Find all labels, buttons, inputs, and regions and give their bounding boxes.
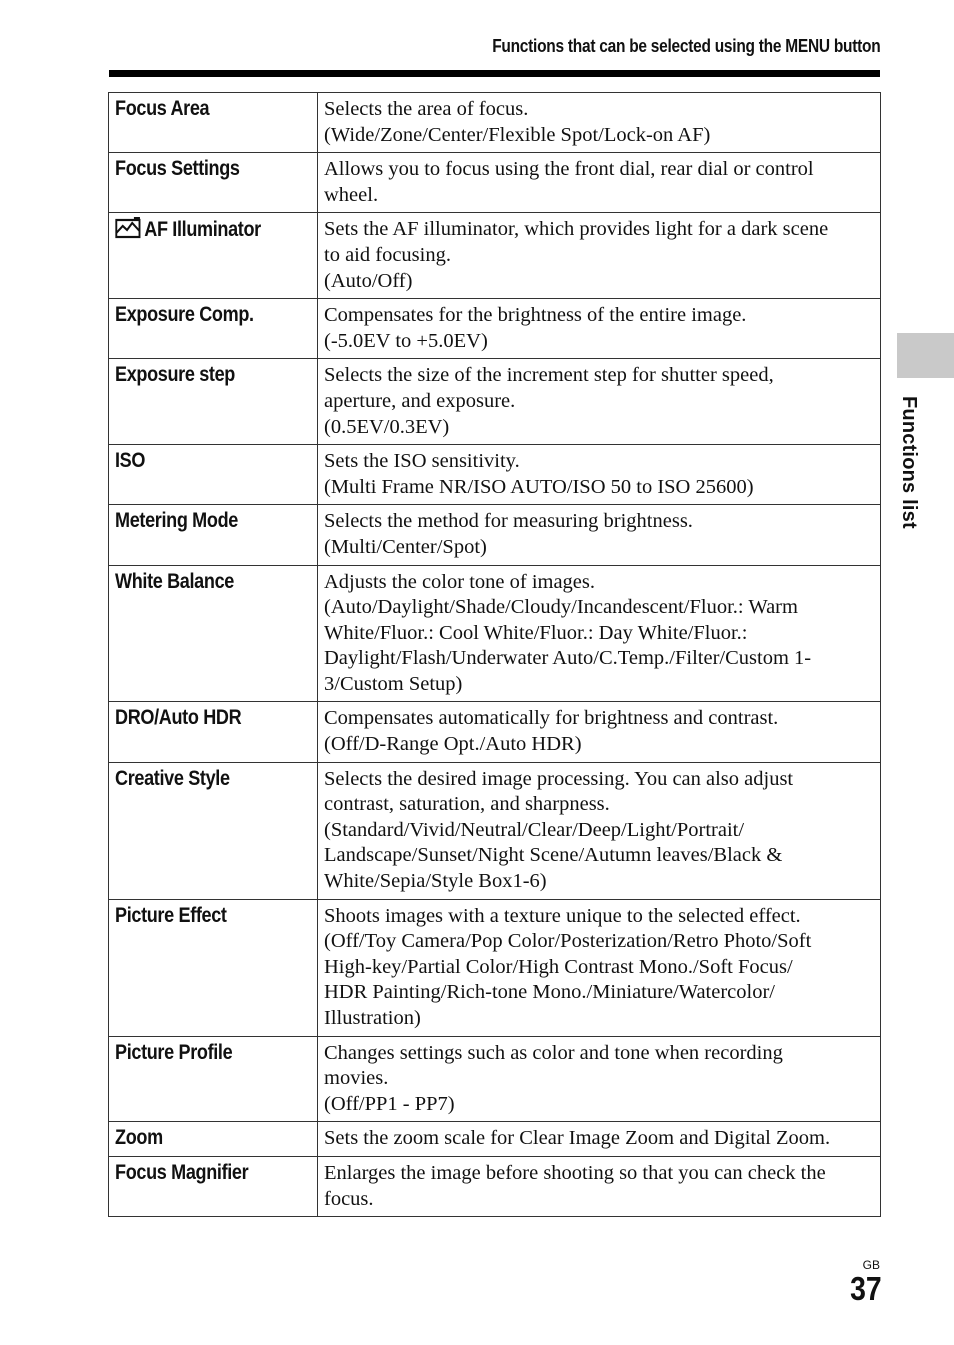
function-name: ISO — [115, 449, 146, 473]
description-line: (Multi Frame NR/ISO AUTO/ISO 50 to ISO 25600) — [324, 475, 754, 498]
table-row — [109, 153, 881, 213]
description-line: movies. — [324, 1067, 389, 1090]
region-code: GB — [862, 1258, 880, 1272]
table-row — [109, 762, 881, 899]
description-line: (Standard/Vivid/Neutral/Clear/Deep/Light/Portrait/ — [324, 818, 745, 841]
description-line: focus. — [324, 1187, 374, 1210]
table-row — [109, 899, 881, 1036]
function-name-wrap — [115, 1126, 163, 1150]
function-name-wrap — [115, 97, 209, 121]
function-name: Exposure Comp. — [115, 303, 254, 327]
function-name-wrap — [115, 157, 240, 181]
description-line: Selects the area of focus. — [324, 98, 529, 120]
running-head: Functions that can be selected using the MENU button — [491, 36, 880, 56]
function-name-wrap — [115, 706, 241, 730]
af-illuminator-icon — [115, 217, 141, 239]
function-name-wrap — [115, 449, 145, 473]
description-line: Adjusts the color tone of images. — [324, 570, 596, 593]
side-tab-marker — [897, 333, 954, 378]
description-line: White/Fluor.: Cool White/Fluor.: Day White/Fluor.: — [324, 621, 748, 644]
function-name-cell — [109, 1122, 318, 1157]
function-description-cell — [318, 359, 881, 445]
description-line: contrast, saturation, and sharpness. — [324, 793, 610, 816]
function-name-cell — [109, 702, 318, 762]
function-name-wrap — [115, 509, 238, 533]
function-name: Picture Profile — [115, 1040, 233, 1064]
description-line: Landscape/Sunset/Night Scene/Autumn leaves/Black & — [324, 844, 783, 867]
function-description-cell — [318, 445, 881, 505]
description-line: Daylight/Flash/Underwater Auto/C.Temp./Filter/Custom 1- — [324, 647, 812, 670]
table-row — [109, 1122, 881, 1157]
function-name-cell — [109, 153, 318, 213]
function-name: Focus Magnifier — [115, 1160, 249, 1184]
function-description-cell — [318, 1036, 881, 1122]
function-name-cell — [109, 899, 318, 1036]
function-name-cell — [109, 1036, 318, 1122]
description-line: Sets the ISO sensitivity. — [324, 450, 520, 473]
function-name-cell — [109, 213, 318, 299]
function-description-cell — [318, 762, 881, 899]
function-description-cell — [318, 299, 881, 359]
table-row — [109, 299, 881, 359]
description-line: (Off/PP1 - PP7) — [324, 1092, 455, 1115]
description-line: Selects the desired image processing. You can also adjust — [324, 767, 794, 790]
description-line: (0.5EV/0.3EV) — [324, 415, 450, 438]
table-row — [109, 359, 881, 445]
description-line: (Auto/Off) — [324, 269, 413, 292]
functions-table — [108, 92, 881, 1217]
function-name-wrap — [115, 767, 230, 791]
side-tab-label: Functions list — [898, 396, 920, 529]
description-line: (Multi/Center/Spot) — [324, 535, 487, 558]
function-description-cell — [318, 213, 881, 299]
function-name-cell — [109, 359, 318, 445]
table-row — [109, 213, 881, 299]
function-description-cell — [318, 153, 881, 213]
description-line: Shoots images with a texture unique to the selected effect. — [324, 904, 801, 927]
description-line: aperture, and exposure. — [324, 389, 516, 412]
function-name-cell — [109, 1156, 318, 1216]
function-name: White Balance — [115, 569, 234, 593]
function-name: Focus Area — [115, 97, 210, 120]
description-line: Enlarges the image before shooting so that you can check the — [324, 1161, 826, 1184]
function-description-cell — [318, 1122, 881, 1157]
function-name-wrap — [115, 1041, 232, 1065]
table-row — [109, 702, 881, 762]
function-name: Creative Style — [115, 766, 230, 790]
function-name-cell — [109, 445, 318, 505]
description-line: Selects the method for measuring brightness. — [324, 510, 693, 533]
function-description-cell — [318, 1156, 881, 1216]
function-description-cell — [318, 93, 881, 153]
description-line: Compensates for the brightness of the entire image. — [324, 304, 747, 327]
function-name: DRO/Auto HDR — [115, 706, 242, 730]
description-line: 3/Custom Setup) — [324, 672, 463, 695]
function-name-cell — [109, 565, 318, 702]
table-row — [109, 93, 881, 153]
function-name: Focus Settings — [115, 157, 240, 181]
table-row — [109, 505, 881, 565]
header-rule — [109, 70, 880, 77]
description-line: to aid focusing. — [324, 243, 451, 266]
function-name-cell — [109, 505, 318, 565]
function-name-wrap — [115, 904, 227, 928]
description-line: Illustration) — [324, 1007, 421, 1029]
description-line: Changes settings such as color and tone when recording — [324, 1041, 783, 1064]
description-line: Sets the AF illuminator, which provides light for a dark scene — [324, 218, 829, 241]
function-name-cell — [109, 762, 318, 899]
description-line: wheel. — [324, 183, 379, 206]
function-name-wrap — [115, 1161, 248, 1185]
description-line: Selects the size of the increment step for shutter speed, — [324, 364, 774, 387]
function-name-wrap — [115, 217, 261, 242]
description-line: High-key/Partial Color/High Contrast Mono./Soft Focus/ — [324, 955, 793, 978]
description-line: (Off/Toy Camera/Pop Color/Posterization/Retro Photo/Soft — [324, 930, 812, 953]
description-line: (-5.0EV to +5.0EV) — [324, 329, 488, 352]
description-line: (Wide/Zone/Center/Flexible Spot/Lock-on AF) — [324, 123, 711, 146]
function-description-cell — [318, 702, 881, 762]
function-name-wrap — [115, 570, 234, 594]
description-line: (Off/D-Range Opt./Auto HDR) — [324, 733, 582, 756]
function-name-wrap — [115, 303, 254, 327]
function-name: Zoom — [115, 1126, 163, 1150]
description-line: (Auto/Daylight/Shade/Cloudy/Incandescent/Fluor.: Warm — [324, 596, 798, 619]
table-row — [109, 1036, 881, 1122]
function-name: Exposure step — [115, 363, 235, 387]
description-line: White/Sepia/Style Box1-6) — [324, 870, 547, 893]
description-line: HDR Painting/Rich-tone Mono./Miniature/Watercolor/ — [324, 981, 775, 1004]
function-description-cell — [318, 565, 881, 702]
description-line: Allows you to focus using the front dial, rear dial or control — [324, 158, 814, 181]
function-name: Picture Effect — [115, 903, 227, 927]
function-name: AF Illuminator — [144, 218, 261, 242]
table-row — [109, 445, 881, 505]
function-name-cell — [109, 299, 318, 359]
function-name-cell — [109, 93, 318, 153]
description-line: Compensates automatically for brightness and contrast. — [324, 707, 779, 730]
page-number: 37 — [850, 1270, 882, 1307]
function-description-cell — [318, 505, 881, 565]
table-row — [109, 565, 881, 702]
table-row — [109, 1156, 881, 1216]
function-name-wrap — [115, 363, 235, 387]
function-name: Metering Mode — [115, 509, 238, 533]
function-description-cell — [318, 899, 881, 1036]
description-line: Sets the zoom scale for Clear Image Zoom and Digital Zoom. — [324, 1127, 831, 1150]
